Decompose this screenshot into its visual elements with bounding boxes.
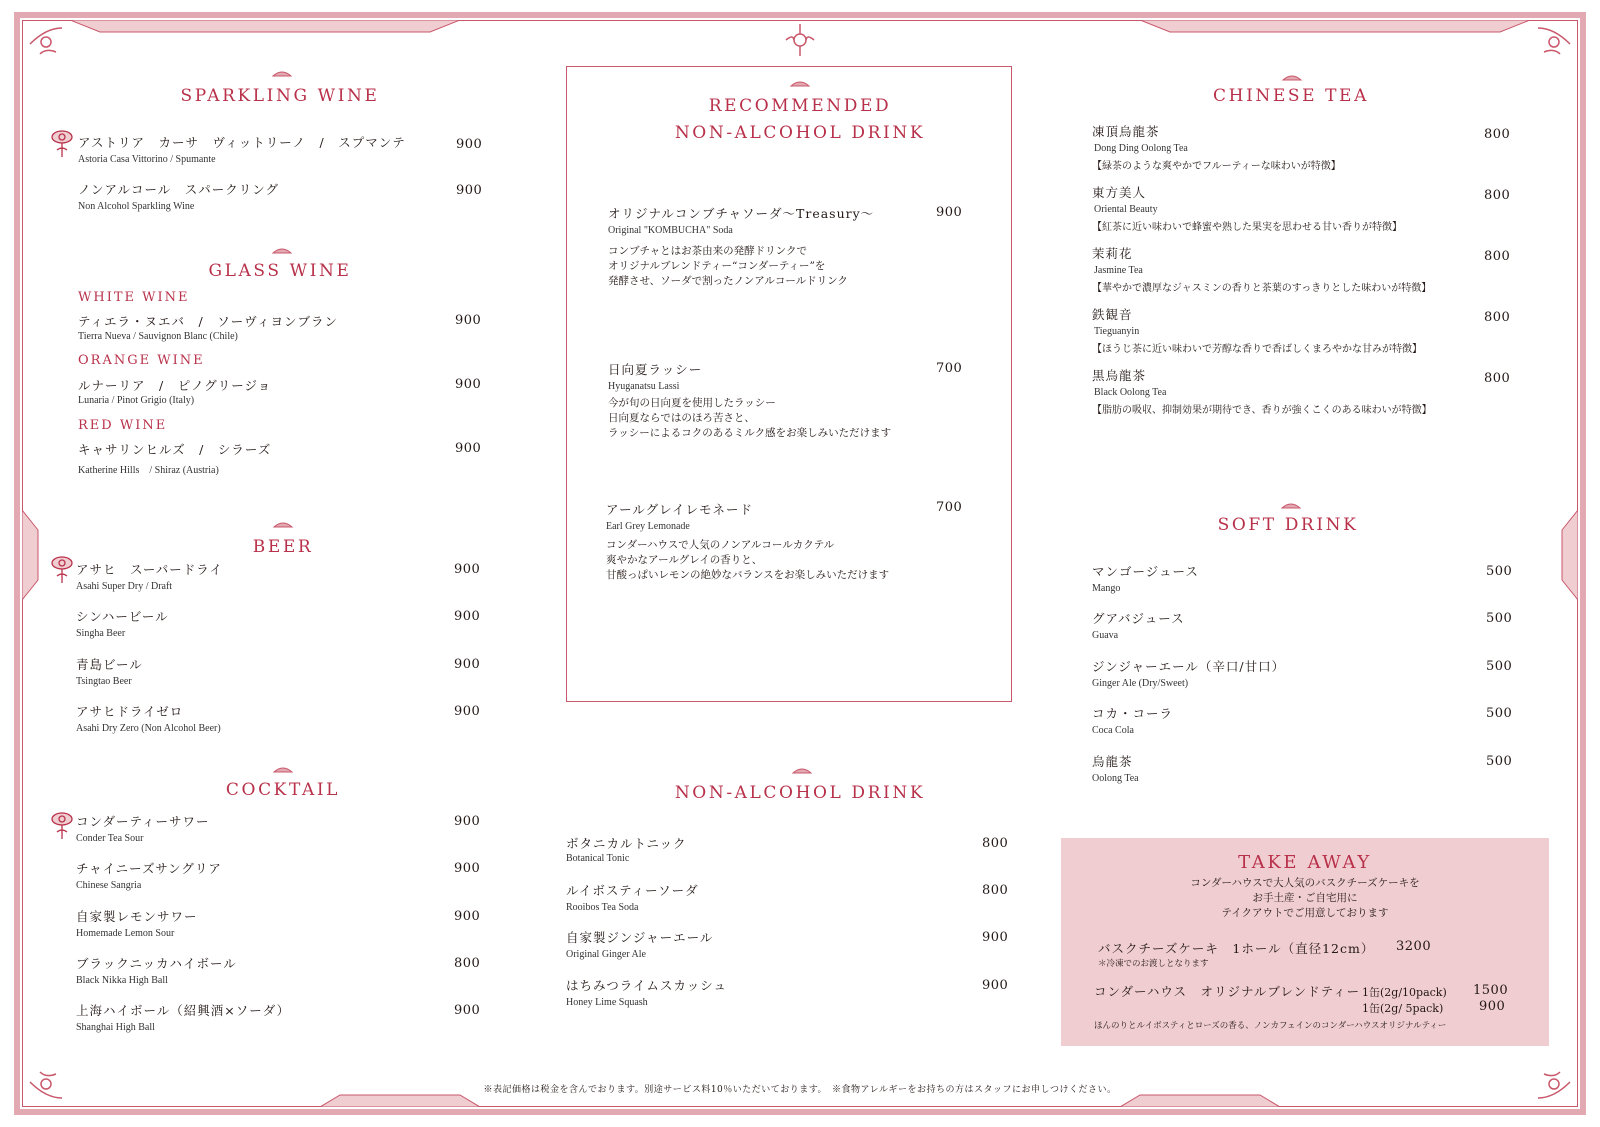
description-line: オリジナルブレンドティー“コンダーティー”を xyxy=(608,260,826,272)
subsection-title-white-wine: WHITE WINE xyxy=(78,290,190,305)
item-name-jp: 自家製ジンジャーエール xyxy=(566,930,714,945)
section-ornament-icon xyxy=(1282,74,1302,83)
description-line: 日向夏ならではのほろ苦さと、 xyxy=(608,412,755,424)
menu-item xyxy=(1092,366,1432,416)
menu-item xyxy=(78,440,271,476)
item-name-jp: シンハービール xyxy=(76,609,169,624)
section-title-recommended-sub: NON-ALCOHOL DRINK xyxy=(674,123,926,143)
item-name-jp: コンダーティーサワー xyxy=(76,814,210,829)
item-name-en: Jasmine Tea xyxy=(1094,265,1143,276)
item-name-jp: アサヒドライゼロ xyxy=(76,704,184,719)
side-ornament-left-icon xyxy=(22,510,40,600)
menu-item xyxy=(608,204,874,289)
item-name-jp: ジンジャーエール（辛口/甘口） xyxy=(1092,659,1286,674)
item-name-jp: キャサリンヒルズ / シラーズ xyxy=(78,442,272,457)
item-name-jp: ルナーリア / ピノグリージョ xyxy=(78,378,272,393)
item-price: 900 xyxy=(454,657,481,672)
item-name-jp: コカ・コーラ xyxy=(1092,706,1174,721)
menu-item xyxy=(76,1001,290,1033)
item-name-jp: ボタニカルトニック xyxy=(566,836,687,851)
menu-item xyxy=(566,834,687,864)
item-price: 900 xyxy=(455,377,482,392)
item-name-jp: 黒烏龍茶 xyxy=(1092,368,1147,383)
item-price: 500 xyxy=(1486,706,1513,721)
item-name-en: Dong Ding Oolong Tea xyxy=(1094,143,1188,154)
item-name-en: Ginger Ale (Dry/Sweet) xyxy=(1092,678,1189,689)
menu-item xyxy=(78,376,271,406)
menu-item xyxy=(1092,183,1402,233)
menu-item xyxy=(1092,244,1431,294)
item-price: 900 xyxy=(982,930,1009,945)
item-price: 800 xyxy=(1484,188,1511,203)
item-name-jp: 鉄観音 xyxy=(1092,307,1133,322)
side-ornament-right-icon xyxy=(1560,510,1578,600)
menu-item xyxy=(76,812,210,844)
item-name-en: Conder Tea Sour xyxy=(76,833,144,844)
menu-item xyxy=(78,133,406,165)
menu-item xyxy=(566,976,727,1008)
takeaway-intro xyxy=(1061,876,1549,921)
item-name-jp: アールグレイレモネード xyxy=(606,502,754,517)
section-title-take-away: TAKE AWAY xyxy=(1238,852,1372,873)
item-name-en: Chinese Sangria xyxy=(76,880,142,891)
item-price: 800 xyxy=(982,883,1009,898)
item-name-en: Black Nikka High Ball xyxy=(76,975,168,986)
item-name-jp: アストリア カーサ ヴィットリーノ / スプマンテ xyxy=(78,135,406,150)
item-name-jp: マンゴージュース xyxy=(1092,564,1199,579)
item-name-jp: 上海ハイボール（紹興酒×ソーダ） xyxy=(76,1003,291,1018)
item-name-en: Katherine Hills / Shiraz (Austria) xyxy=(78,465,219,476)
top-center-ornament-icon xyxy=(780,20,820,60)
bottom-band-right-icon xyxy=(1120,1093,1280,1107)
item-description xyxy=(608,396,891,441)
recommend-flower-icon xyxy=(50,552,74,584)
item-name-en: Tieguanyin xyxy=(1094,326,1140,337)
item-price: 900 xyxy=(454,909,481,924)
section-ornament-icon xyxy=(272,247,292,256)
item-name-en: Honey Lime Squash xyxy=(566,997,648,1008)
item-name-jp: 烏龍茶 xyxy=(1092,754,1133,769)
item-name-en: Asahi Dry Zero (Non Alcohol Beer) xyxy=(76,723,221,734)
menu-item xyxy=(1092,752,1139,784)
corner-ornament-top-right-icon xyxy=(1534,24,1574,64)
menu-item xyxy=(608,360,891,441)
menu-item xyxy=(76,560,223,592)
menu-item xyxy=(1092,657,1285,689)
item-description: 【紅茶に近い味わいで蜂蜜や熟した果実を思わせる甘い香りが特徴】 xyxy=(1092,222,1402,233)
item-name-en: Homemade Lemon Sour xyxy=(76,928,175,939)
item-name-jp: はちみつライムスカッシュ xyxy=(566,978,728,993)
section-ornament-icon xyxy=(792,767,812,776)
item-price: 900 xyxy=(454,861,481,876)
section-title-beer: BEER xyxy=(252,537,314,557)
item-name-en: Singha Beer xyxy=(76,628,126,639)
item-description: 【緑茶のような爽やかでフルーティーな味わいが特徴】 xyxy=(1092,161,1341,172)
item-name-en: Asahi Super Dry / Draft xyxy=(76,581,173,592)
item-name-en: Hyuganatsu Lassi xyxy=(608,381,680,392)
takeaway-tea-note: ほんのりとルイボスティとローズの香る、ノンカフェインのコンダーハウスオリジナルティー xyxy=(1094,1021,1447,1031)
item-name-jp: ブラックニッカハイボール xyxy=(76,956,237,971)
item-price: 700 xyxy=(936,500,963,515)
recommend-flower-icon xyxy=(50,808,74,840)
section-title-non-alcohol: NON-ALCOHOL DRINK xyxy=(674,783,926,803)
description-line: コンダーハウスで人気のノンアルコールカクテル xyxy=(606,539,835,551)
item-name-jp: オリジナルコンブチャソーダ〜Treasury〜 xyxy=(608,206,875,221)
item-name-jp: 凍頂烏龍茶 xyxy=(1092,124,1160,139)
description-line: 爽やかなアールグレイの香りと、 xyxy=(606,554,763,566)
section-ornament-icon xyxy=(273,766,293,775)
item-price: 800 xyxy=(1484,371,1511,386)
item-name-en: Oolong Tea xyxy=(1092,773,1139,784)
menu-item xyxy=(1092,562,1199,594)
item-name-en: Coca Cola xyxy=(1092,725,1134,736)
menu-item xyxy=(76,954,237,986)
item-price: 800 xyxy=(454,956,481,971)
item-description: 【華やかで濃厚なジャスミンの香りと茶葉のすっきりとした味わいが特徴】 xyxy=(1092,283,1432,294)
intro-line: コンダーハウスで大人気のバスクチーズケーキを xyxy=(1190,877,1420,889)
menu-item xyxy=(76,859,222,891)
item-description: 【ほうじ茶に近い味わいで芳醇な香りで香ばしくまろやかな甘みが特徴】 xyxy=(1092,344,1422,355)
takeaway-tea-name: コンダーハウス オリジナルブレンドティー xyxy=(1094,984,1361,999)
item-name-en: Shanghai High Ball xyxy=(76,1022,155,1033)
menu-item xyxy=(1092,122,1341,172)
takeaway-tea-option-1: 1缶(2g/10pack) xyxy=(1362,986,1447,999)
item-description xyxy=(606,538,889,583)
item-name-en: Rooibos Tea Soda xyxy=(566,902,639,913)
item-name-jp: ティエラ・ヌエバ / ソーヴィヨンブラン xyxy=(78,314,338,329)
menu-item xyxy=(606,500,889,583)
takeaway-tea-price-1: 1500 xyxy=(1473,983,1509,998)
item-price: 900 xyxy=(456,183,483,198)
item-price: 900 xyxy=(982,978,1009,993)
menu-item xyxy=(1092,609,1185,641)
takeaway-cake-price: 3200 xyxy=(1396,939,1432,954)
item-name-jp: チャイニーズサングリア xyxy=(76,861,222,876)
item-name-jp: アサヒ スーパードライ xyxy=(76,562,223,577)
description-line: コンブチャとはお茶由来の発酵ドリンクで xyxy=(608,245,807,257)
item-price: 900 xyxy=(455,441,482,456)
item-name-en: Non Alcohol Sparkling Wine xyxy=(78,201,195,212)
section-title-glass-wine: GLASS WINE xyxy=(208,261,352,281)
description-line: 甘酸っぱいレモンの絶妙なバランスをお楽しみいただけます xyxy=(606,569,890,581)
item-price: 800 xyxy=(1484,127,1511,142)
menu-item xyxy=(76,702,221,734)
item-name-jp: ルイボスティーソーダ xyxy=(566,883,699,898)
item-price: 900 xyxy=(456,137,483,152)
menu-item xyxy=(76,907,198,939)
item-name-jp: ノンアルコール スパークリング xyxy=(78,182,280,197)
section-ornament-icon xyxy=(273,521,293,530)
menu-item xyxy=(1092,704,1173,736)
item-price: 900 xyxy=(454,562,481,577)
item-price: 500 xyxy=(1486,659,1513,674)
takeaway-cake-name: バスクチーズケーキ 1ホール（直径12cm） xyxy=(1098,941,1375,956)
menu-item xyxy=(78,312,338,342)
item-price: 900 xyxy=(454,1003,481,1018)
item-description: 【脂肪の吸収、抑制効果が期待でき、香りが強くこくのある味わいが特徴】 xyxy=(1092,405,1432,416)
item-name-en: Original "KOMBUCHA" Soda xyxy=(608,225,733,236)
item-price: 800 xyxy=(1484,249,1511,264)
recommend-flower-icon xyxy=(50,126,74,158)
item-price: 500 xyxy=(1486,564,1513,579)
menu-item xyxy=(76,655,143,687)
top-band-right-icon xyxy=(1140,20,1530,34)
intro-line: お手土産・ご自宅用に xyxy=(1252,892,1358,904)
intro-line: テイクアウトでご用意しております xyxy=(1221,907,1389,919)
section-ornament-icon xyxy=(272,70,292,79)
item-price: 900 xyxy=(936,205,963,220)
top-band-left-icon xyxy=(70,20,460,34)
item-name-en: Guava xyxy=(1092,630,1119,641)
subsection-title-orange-wine: ORANGE WINE xyxy=(78,353,205,368)
item-price: 900 xyxy=(454,814,481,829)
item-name-en: Tierra Nueva / Sauvignon Blanc (Chile) xyxy=(78,331,238,342)
item-name-en: Black Oolong Tea xyxy=(1094,387,1167,398)
item-name-en: Botanical Tonic xyxy=(566,853,630,864)
subsection-title-red-wine: RED WINE xyxy=(78,418,168,433)
menu-item xyxy=(566,928,713,960)
item-price: 500 xyxy=(1486,611,1513,626)
item-name-jp: グアバジュース xyxy=(1092,611,1185,626)
item-price: 900 xyxy=(454,609,481,624)
item-name-en: Oriental Beauty xyxy=(1094,204,1158,215)
item-price: 700 xyxy=(936,361,963,376)
item-description xyxy=(608,244,874,289)
item-name-en: Astoria Casa Vittorino / Spumante xyxy=(78,154,216,165)
description-line: 発酵させ、ソーダで割ったノンアルコールドリンク xyxy=(608,275,848,287)
corner-ornament-top-left-icon xyxy=(26,24,66,64)
section-title-soft-drink: SOFT DRINK xyxy=(1217,515,1359,535)
item-name-jp: 青島ビール xyxy=(76,657,143,672)
item-name-en: Earl Grey Lemonade xyxy=(606,521,690,532)
footer-note: ※表記価格は税金を含んでおります。別途サービス料10％いただいております。 ※食物アレルギーをお持ちの方はスタッフにお申しつけください。 xyxy=(483,1085,1117,1095)
item-name-en: Tsingtao Beer xyxy=(76,676,132,687)
section-ornament-icon xyxy=(1281,502,1301,511)
bottom-band-left-icon xyxy=(320,1093,480,1107)
item-name-jp: 日向夏ラッシー xyxy=(608,362,703,377)
item-name-jp: 茉莉花 xyxy=(1092,246,1133,261)
takeaway-cake-note: ＊冷凍でのお渡しとなります xyxy=(1098,959,1209,969)
item-price: 900 xyxy=(454,704,481,719)
item-name-en: Original Ginger Ale xyxy=(566,949,646,960)
description-line: ラッシーによるコクのあるミルク感をお楽しみいただけます xyxy=(608,427,892,439)
item-name-jp: 東方美人 xyxy=(1092,185,1147,200)
section-title-sparkling-wine: SPARKLING WINE xyxy=(180,86,380,106)
item-name-en: Lunaria / Pinot Grigio (Italy) xyxy=(78,395,195,406)
item-price: 900 xyxy=(455,313,482,328)
menu-item xyxy=(76,607,169,639)
menu-item xyxy=(78,180,279,212)
section-title-recommended: RECOMMENDED xyxy=(708,96,892,116)
item-name-en: Mango xyxy=(1092,583,1121,594)
takeaway-tea-price-2: 900 xyxy=(1479,999,1506,1014)
item-name-jp: 自家製レモンサワー xyxy=(76,909,198,924)
takeaway-tea-option-2: 1缶(2g/ 5pack) xyxy=(1362,1002,1444,1015)
item-price: 500 xyxy=(1486,754,1513,769)
menu-item xyxy=(1092,305,1422,355)
item-price: 800 xyxy=(982,836,1009,851)
item-price: 800 xyxy=(1484,310,1511,325)
section-title-cocktail: COCKTAIL xyxy=(225,780,341,800)
description-line: 今が旬の日向夏を使用したラッシー xyxy=(608,397,776,409)
menu-item xyxy=(566,881,699,913)
section-title-chinese-tea: CHINESE TEA xyxy=(1213,86,1369,106)
